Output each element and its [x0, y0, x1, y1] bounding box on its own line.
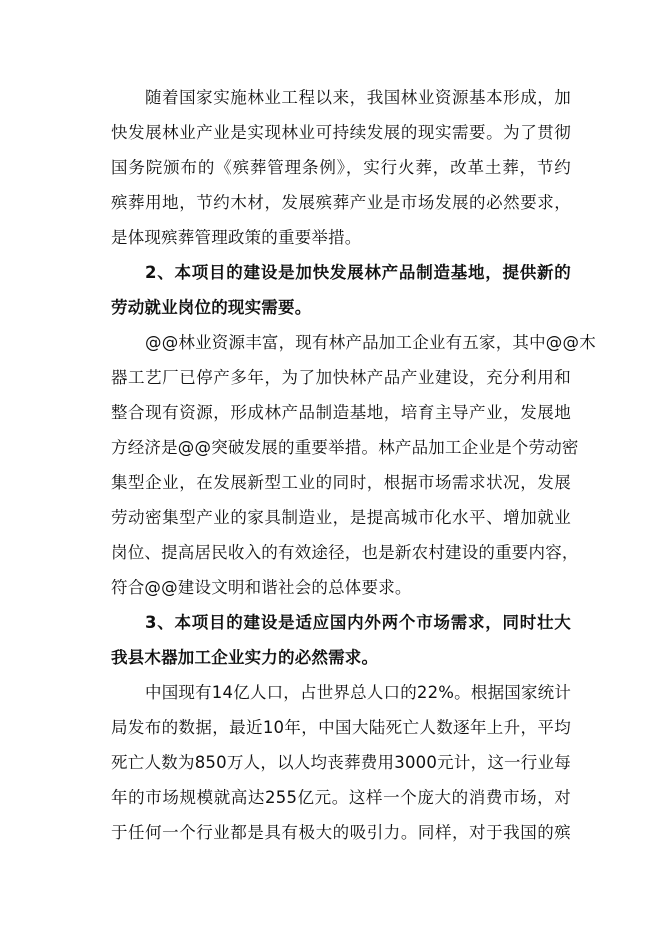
paragraph-3-line-1: 中国现有14亿人口，占世界总人口的22%。根据国家统计 — [145, 683, 572, 702]
paragraph-2-line-6: 劳动密集型产业的家具制造业，是提高城市化水平、增加就业 — [111, 508, 571, 527]
paragraph-1-line-5: 是体现殡葬管理政策的重要举措。 — [111, 228, 362, 247]
paragraph-2-line-7: 岗位、提高居民收入的有效途径，也是新农村建设的重要内容， — [111, 543, 579, 562]
heading-2-line-1: 2、本项目的建设是加快发展林产品制造基地，提供新的 — [145, 263, 571, 282]
heading-3-line-1: 3、本项目的建设是适应国内外两个市场需求，同时壮大 — [145, 613, 571, 632]
paragraph-2-line-8: 符合@@建设文明和谐社会的总体要求。 — [111, 578, 412, 597]
heading-3-line-2: 我县木器加工企业实力的必然需求。 — [111, 648, 379, 667]
paragraph-3-line-3: 死亡人数为850万人，以人均丧葬费用3000元计，这一行业每 — [111, 753, 571, 772]
paragraph-2-line-1: @@林业资源丰富，现有林产品加工企业有五家，其中@@木 — [145, 333, 596, 352]
paragraph-2-line-5: 集型企业，在发展新型工业的同时，根据市场需求状况，发展 — [111, 473, 571, 492]
paragraph-3-line-2: 局发布的数据，最近10年，中国大陆死亡人数逐年上升，平均 — [111, 718, 571, 737]
heading-2-line-2: 劳动就业岗位的现实需要。 — [111, 298, 312, 317]
paragraph-3-line-5: 于任何一个行业都是具有极大的吸引力。同样，对于我国的殡 — [111, 823, 571, 842]
paragraph-1-line-1: 随着国家实施林业工程以来，我国林业资源基本形成，加 — [145, 88, 571, 107]
paragraph-2-line-3: 整合现有资源，形成林产品制造基地，培育主导产业，发展地 — [111, 403, 571, 422]
paragraph-1-line-4: 殡葬用地，节约木材，发展殡葬产业是市场发展的必然要求， — [111, 193, 571, 212]
paragraph-2-line-4: 方经济是@@突破发展的重要举措。林产品加工企业是个劳动密 — [111, 438, 579, 457]
paragraph-3-line-4: 年的市场规模就高达255亿元。这样一个庞大的消费市场，对 — [111, 788, 571, 807]
paragraph-2-line-2: 器工艺厂已停产多年，为了加快林产品产业建设，充分利用和 — [111, 368, 571, 387]
paragraph-1-line-2: 快发展林业产业是实现林业可持续发展的现实需要。为了贯彻 — [111, 123, 571, 142]
paragraph-1-line-3: 国务院颁布的《殡葬管理条例》，实行火葬，改革土葬，节约 — [111, 158, 571, 177]
